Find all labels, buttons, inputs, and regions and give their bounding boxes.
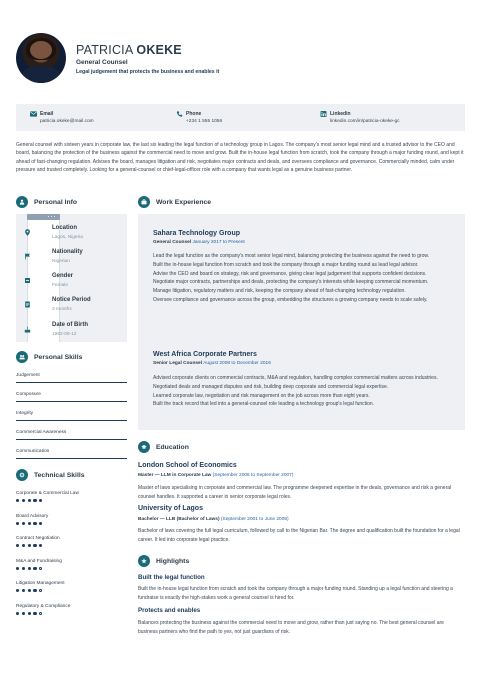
rating-dot-filled [33, 522, 36, 525]
gender-icon [24, 277, 31, 284]
skill-rating [16, 589, 45, 592]
job-bullets [153, 374, 453, 409]
rating-dot-filled [22, 522, 25, 525]
rating-dot-filled [22, 612, 25, 615]
technical-skill-name: Contract Negotiation [16, 536, 60, 541]
job-bullet: Built the track record that led into a general-counsel role leading a technology group's legal function. [153, 401, 375, 408]
technical-skills-heading: Technical Skills [16, 469, 85, 481]
degree: Bachelor — LLB (Bachelor of Laws) (September 2001 to June 2005) [138, 517, 289, 522]
job-title: General Counsel [76, 59, 128, 66]
linkedin-label: Linkedin [330, 111, 351, 117]
rating-dot-filled [16, 544, 19, 547]
profile-summary: General counsel with sixteen years in corporate law, the last six leading the legal function of a technology group in Lagos. The company's most senior legal mind and a trusted advisor to the CEO and board, balancing the protection of the business against the commercial need to move and grow. Built the in-house legal function from scratch, took the company through a major funding round, and kept it ahead of fast-changing regulation. Advises the board, manages litigation and risk, negotiates major contracts and deals, and oversees compliance and governance. Commercially minded, calm under pressure and trusted completely. Looking for a general-counsel or chief-legal-officer role with a company that wants legal as a genuine business partner. [16, 142, 464, 173]
degree: Master — LLM in Corporate Law (September 2006 to September 2007) [138, 473, 294, 478]
briefcase-icon [138, 196, 150, 208]
job-bullet: Oversee compliance and governance across the group, embedding the structures a growing company needs to scale safely. [153, 296, 428, 303]
rating-dot-filled [16, 499, 19, 502]
job-bullet: Manage litigation, regulatory matters and risk, keeping the company ahead of fast-changing technology regulation. [153, 288, 406, 295]
job-bullet: Negotiated deals and managed disputes and risk, building deep corporate and commercial legal expertise. [153, 383, 389, 390]
first-name: PATRICIA [76, 43, 133, 57]
personal-skill: Communication [16, 449, 127, 454]
personal-skill: Composure [16, 392, 127, 397]
rating-dot-filled [28, 589, 31, 592]
map-pin-icon [24, 229, 31, 236]
rating-dot-filled [22, 499, 25, 502]
technical-skill-name: M&A and Fundraising [16, 558, 62, 564]
tagline: Legal judgement that protects the business and enables it [76, 69, 220, 75]
technical-skill [16, 559, 127, 564]
rating-dot-filled [28, 567, 31, 570]
last-name: OKEKE [136, 43, 182, 57]
personal-skill: Judgement [16, 373, 127, 378]
rating-dot-filled [39, 544, 42, 547]
rating-dot-filled [39, 499, 42, 502]
technical-skill [16, 491, 127, 496]
skill-rating [16, 522, 45, 525]
rating-dot-filled [33, 499, 36, 502]
highlight-description: Balances protecting the business against the commercial need to move and grow, rather than just saying no. The best general counsel are business partners who find the path to yes, not just guardians of risk. [138, 620, 444, 635]
flag-icon [24, 253, 31, 260]
technical-skill [16, 514, 127, 519]
skill-rating [16, 499, 45, 502]
job-bullet: Negotiate major contracts, partnerships and deals, protecting the company's interests while keeping commercial momentum. [153, 279, 429, 286]
highlights-heading: Highlights [138, 555, 189, 567]
email-icon [30, 111, 37, 117]
school-name: London School of Economics [138, 462, 237, 469]
rating-dot-filled [16, 567, 19, 570]
email-label: Email [40, 111, 54, 117]
phone-label: Phone [186, 111, 202, 117]
email-value[interactable]: patricia.okeke@mail.com [40, 119, 94, 124]
contact-bar [16, 104, 465, 131]
highlight-title: Built the legal function [138, 574, 205, 581]
rating-dot-filled [28, 612, 31, 615]
document-icon [24, 301, 31, 308]
technical-skill-name: Regulatory & Compliance [16, 603, 71, 609]
job-bullets [153, 252, 453, 305]
technical-skill [16, 604, 127, 609]
rating-dot-filled [22, 544, 25, 547]
personal-skills-heading: Personal Skills [16, 351, 82, 363]
technical-skill-name: Corporate & Commercial Law [16, 491, 79, 496]
rating-dot-filled [28, 499, 31, 502]
skill-rating [16, 544, 45, 547]
job-bullet: Advise the CEO and board on strategy, risk and governance, giving clear legal judgement that supports confident decisions. [153, 270, 427, 277]
rating-dot-filled [33, 567, 36, 570]
rating-dot-empty [39, 612, 42, 615]
education-heading: Education [138, 441, 189, 453]
profile-photo [16, 33, 66, 83]
rating-dot-filled [16, 589, 19, 592]
graduation-cap-icon [138, 441, 150, 453]
technical-skill-name: Board Advisory [16, 513, 49, 519]
work-experience-heading: Work Experience [138, 196, 211, 208]
education-description: Bachelor of laws covering the full legal curriculum, followed by call to the Nigerian Bar. The degree and qualification built the foundation for a legal career. It led into corporate legal practice. [138, 528, 460, 543]
company-name: Sahara Technology Group [153, 230, 240, 237]
highlight-description: Built the in-house legal function from scratch and took the company through a major funding round. Standing up a legal function and steering a fundraise is exactly the high-stakes work a general counsel is hired for. [138, 586, 453, 601]
technical-skill-name: Litigation Management [16, 581, 65, 586]
skill-rating [16, 567, 45, 570]
rating-dot-empty [39, 589, 42, 592]
rating-dot-empty [39, 567, 42, 570]
person-icon [16, 196, 28, 208]
education-description: Master of laws specialising in corporate and commercial law. The programme deepened expertise in the deals, governance and risk a general counsel handles. It supported a career in senior corporate legal roles. [138, 485, 452, 500]
rating-dot-filled [33, 544, 36, 547]
rating-dot-filled [28, 522, 31, 525]
rating-dot-filled [22, 567, 25, 570]
company-name: West Africa Corporate Partners [153, 351, 257, 358]
personal-skill: Integrity [16, 411, 127, 416]
job-bullet: Built the in-house legal function from scratch and took the company through a major funding round as lead legal advisor. [153, 261, 419, 268]
people-icon [16, 351, 28, 363]
phone-value[interactable]: +234 1 555 1056 [186, 119, 223, 124]
job-bullet: Lead the legal function as the company's most senior legal mind, balancing protecting the business against the need to grow. [153, 253, 430, 259]
job-role: General Counsel January 2017 to Present [153, 240, 245, 245]
linkedin-icon [320, 111, 327, 117]
technical-skill [16, 536, 127, 541]
job-role: Senior Legal Counsel August 2008 to December 2016 [153, 361, 271, 366]
technical-skill [16, 581, 127, 586]
skill-rating [16, 612, 45, 615]
full-name [76, 43, 182, 57]
rating-dot-filled [33, 589, 36, 592]
rating-dot-filled [16, 612, 19, 615]
job-bullet: Advised corporate clients on commercial contracts, M&A and regulation, handling complex commercial matters across industries. [153, 375, 438, 381]
cake-icon [24, 326, 31, 333]
rating-dot-filled [33, 612, 36, 615]
gear-icon [16, 469, 28, 481]
linkedin-value[interactable]: linkedin.com/in/patricia-okeke-gc [330, 119, 400, 124]
school-name: University of Lagos [138, 505, 203, 512]
rating-dot-filled [22, 589, 25, 592]
rating-dot-filled [16, 522, 19, 525]
rating-dot-filled [28, 544, 31, 547]
job-bullet: Learned corporate law, negotiation and risk management on the job across more than eight years. [153, 392, 370, 399]
phone-icon [176, 111, 183, 117]
rating-dot-filled [39, 522, 42, 525]
personal-info-heading: Personal Info [16, 196, 77, 208]
highlight-title: Protects and enables [138, 607, 201, 614]
star-icon [138, 555, 150, 567]
personal-skill: Commercial Awareness [16, 430, 127, 435]
